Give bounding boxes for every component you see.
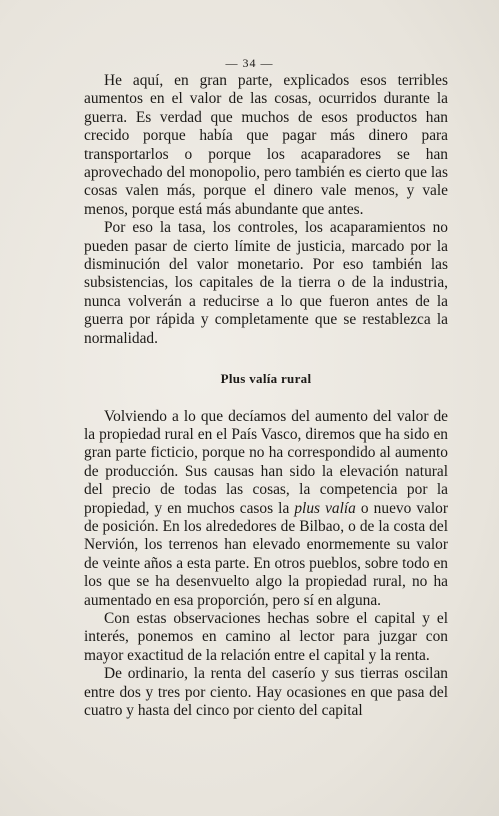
page-number: — 34 — xyxy=(225,56,274,70)
paragraph-3 xyxy=(84,408,448,610)
italic-term: plus valía xyxy=(294,499,356,517)
paragraph-1: He aquí, en gran parte, explicados esos terribles aumentos en el valor de las cosas, ocurridos durante la guerra. Es verdad que muchos de esos productos han crecido porque había que pagar más dinero para transportarlos o porque los acaparadores se han aprovechado del monopolio, pero también es cierto que las cosas valen más, porque el dinero vale menos, y vale menos, porque está más abundante que antes. xyxy=(84,72,448,218)
paragraph-3-part-2: o nuevo valor de posición. En los alrededores de Bilbao, o de la costa del Nervión, los terrenos han elevado enormemente su valor de veinte años a esta parte. En otros pueblos, sobre todo en los que se ha desenvuelto algo la propiedad rural, no ha aumentado en esa proporción, pero sí en alguna. xyxy=(84,499,448,609)
section-heading: Plus valía rural xyxy=(220,371,312,387)
paragraph-4: Con estas observaciones hechas sobre el capital y el interés, ponemos en camino al lector para juzgar con mayor exactitud de la relación entre el capital y la renta. xyxy=(84,609,448,664)
paragraph-3-part-1: Volviendo a lo que decíamos del aumento del valor de la propiedad rural en el País Vasco, diremos que ha sido en gran parte ficticio, porque no ha correspondido al aumento de producción. Sus causas han sido la elevación natural del precio de todas las cosas, la competencia por la propiedad, y en muchos casos la xyxy=(84,407,448,517)
paragraph-2: Por eso la tasa, los controles, los acaparamientos no pueden pasar de cierto límite de justicia, marcado por la disminución del valor monetario. Por eso también las subsistencias, los capitales de la tierra o de la industria, nunca volverán a reducirse a lo que fueron antes de la guerra por rápida y completamente que se restablezca la normalidad. xyxy=(84,219,448,347)
paragraph-5: De ordinario, la renta del caserío y sus tierras oscilan entre dos y tres por ciento. Hay ocasiones en que pasa del cuatro y hasta del cinco por ciento del capital xyxy=(84,665,448,719)
page-body xyxy=(84,72,448,720)
